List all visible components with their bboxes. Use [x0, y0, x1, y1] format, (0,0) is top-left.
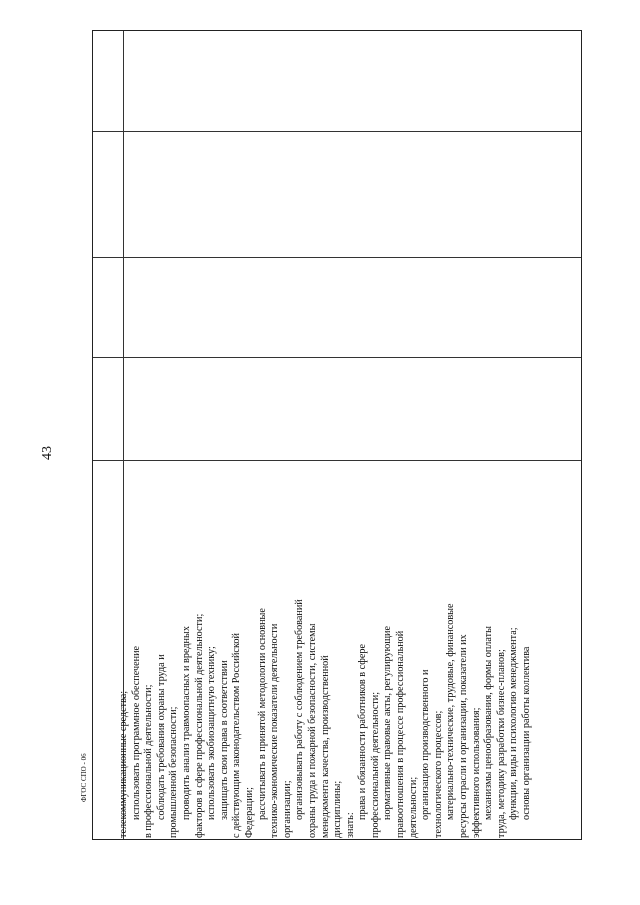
text-line: права и обязанности работников в сфере: [357, 643, 369, 820]
text-line: деятельности;: [407, 776, 419, 838]
text-line: Федерации;: [243, 787, 255, 838]
text-line: соблюдать требования охраны труда и: [155, 654, 167, 820]
text-line: технико-экономические показатели деятельности: [269, 623, 281, 838]
text-line: правоотношения в процессе профессиональной: [395, 630, 407, 838]
text-line: охраны труда и пожарной безопасности, системы: [306, 623, 318, 838]
text-line: нормативные правовые акты, регулирующие: [382, 625, 394, 820]
text-line: основы организации работы коллектива: [521, 646, 532, 820]
text-line: механизмы ценообразования, формы оплаты: [483, 626, 495, 820]
text-line: профессиональной деятельности;: [369, 691, 381, 838]
table-divider: [93, 131, 581, 132]
text-line: промышленной безопасности;: [168, 706, 180, 838]
table-divider: [93, 357, 581, 358]
text-line: рассчитывать в принятой методологии основные: [256, 608, 268, 820]
competency-text-cell: [118, 458, 532, 838]
text-line: защищать свои права в соответствии: [218, 660, 230, 820]
text-line: эффективного использования;: [470, 707, 482, 838]
text-line: телекоммуникационные средства;: [118, 690, 129, 838]
text-line: знать:: [344, 812, 356, 838]
text-line: организовывать работу с соблюдением требований: [294, 599, 306, 820]
text-line: с действующим законодательством Российской: [231, 633, 243, 838]
text-line: труда, методику разработки бизнес-планов;: [495, 649, 507, 838]
text-line: менеджмента качества, производственной: [319, 655, 331, 838]
text-line: технологического процессов;: [432, 710, 444, 838]
text-line: материально-технические, трудовые, финансовые: [445, 603, 457, 820]
text-line: факторов в сфере профессиональной деятельности;: [193, 613, 205, 838]
text-line: организации;: [281, 780, 293, 838]
text-line: использовать экобиозащитную технику;: [206, 646, 218, 820]
table-divider: [93, 257, 581, 258]
text-line: в профессиональной деятельности;: [143, 684, 155, 838]
footer-code: ФГОС СПО - 06: [80, 753, 88, 802]
text-line: организацию производственного и: [420, 669, 432, 820]
text-line: проводить анализ травмоопасных и вредных: [180, 626, 192, 820]
text-line: ресурсы отрасли и организации, показатели их: [458, 634, 470, 838]
text-line: функции, виды и психологию менеджмента;: [508, 627, 520, 820]
text-line: использовать программное обеспечение: [130, 645, 142, 820]
page-number: 43: [40, 446, 55, 460]
text-line: дисциплины;: [332, 780, 344, 838]
